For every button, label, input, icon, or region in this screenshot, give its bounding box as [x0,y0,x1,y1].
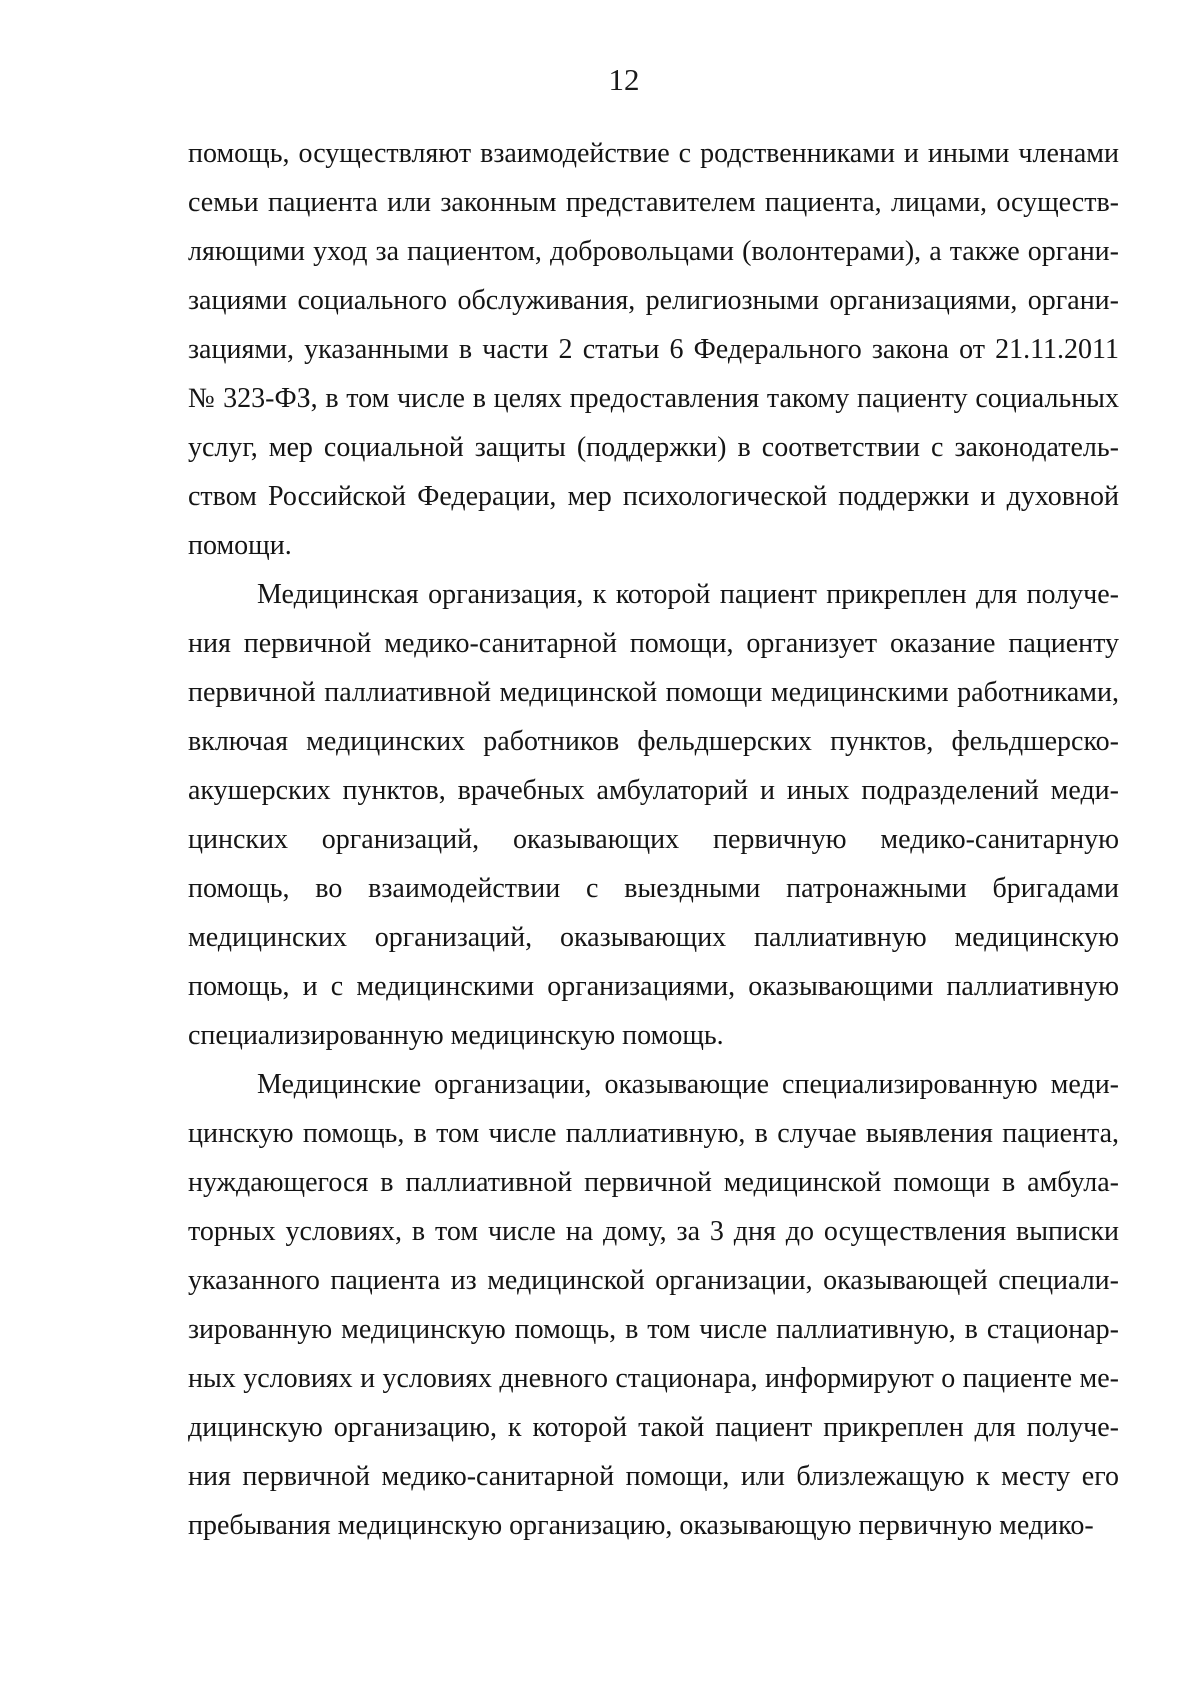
paragraph-1: помощь, осуществляют взаимодействие с родственниками и иными членами семьи пациента или законным представителем пациента, лицами, осуществляющими уход за пациентом, добровольцами (волонтерами), а также организациями социального обслуживания, религиозными организациями, организациями, указанными в части 2 статьи 6 Федерального закона от 21.11.2011 № 323-ФЗ, в том числе в целях предоставления такому пациенту социальных услуг, мер социальной защиты (поддержки) в соответствии с законодательством Российской Федерации, мер психологической поддержки и духовной помощи. [188,138,1119,561]
document-body [188,129,1119,1550]
paragraph-3: Медицинские организации, оказывающие специализированную медицинскую помощь, в том числе паллиативную, в случае выявления пациента, нуждающегося в паллиативной первичной медицинской помощи в амбулаторных условиях, в том числе на дому, за 3 дня до осуществления выписки указанного пациента из медицинской организации, оказывающей специализированную медицинскую помощь, в том числе паллиативную, в стационарных условиях и условиях дневного стационара, информируют о пациенте медицинскую организацию, к которой такой пациент прикреплен для получения первичной медико-санитарной помощи, или близлежащую к месту его пребывания медицинскую организацию, оказывающую первичную медико- [188,1069,1119,1541]
paragraph-2: Медицинская организация, к которой пациент прикреплен для получения первичной медико-санитарной помощи, организует оказание пациенту первичной паллиативной медицинской помощи медицинскими работниками, включая медицинских работников фельдшерских пунктов, фельдшерско-акушерских пунктов, врачебных амбулаторий и иных подразделений медицинских организаций, оказывающих первичную медико-санитарную помощь, во взаимодействии с выездными патронажными бригадами медицинских организаций, оказывающих паллиативную медицинскую помощь, и с медицинскими организациями, оказывающими паллиативную специализированную медицинскую помощь. [188,579,1119,1051]
page-number: 12 [608,62,640,97]
